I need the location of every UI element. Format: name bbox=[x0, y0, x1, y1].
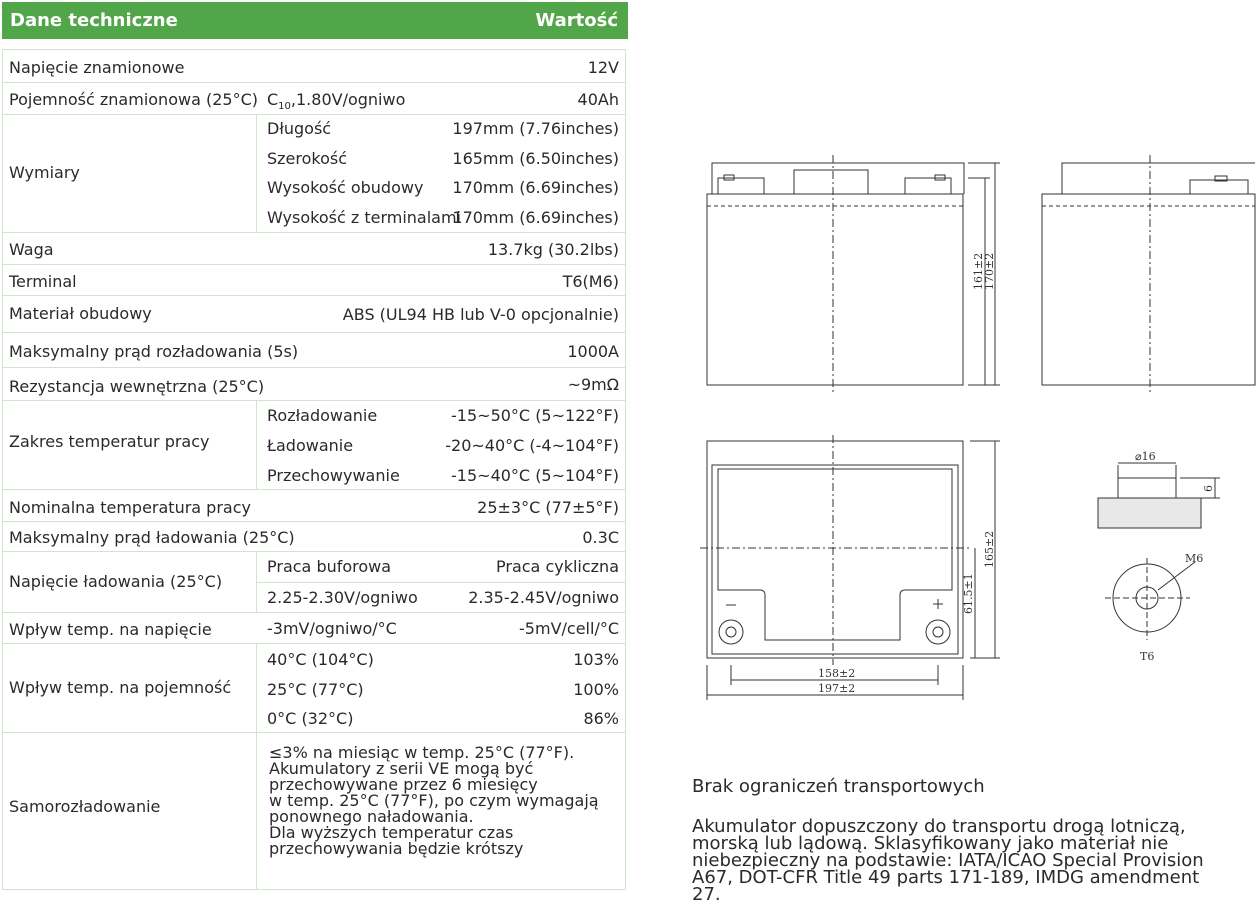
row-label: Wymiary bbox=[9, 163, 80, 182]
dim-label: Wysokość obudowy bbox=[267, 178, 424, 197]
dim-label: 161±2 bbox=[972, 252, 985, 290]
dim-label: 170±2 bbox=[983, 252, 996, 290]
capacity-value: 100% bbox=[573, 680, 619, 699]
dim-label: Długość bbox=[267, 119, 332, 138]
header-col2: Wartość bbox=[535, 10, 618, 31]
row-label: Terminal bbox=[9, 272, 77, 291]
row-value: 25±3°C (77±5°F) bbox=[477, 498, 619, 517]
battery-top-view bbox=[700, 435, 1000, 700]
self-discharge-note: ≤3% na miesiąc w temp. 25°C (77°F). Akumulatory z serii VE mogą być przechowywane przez 6 miesięcy w temp. 25°C (77°F), po czym wymagają ponownego naładowania. Dla wyższych temperatur czas przechowywania będzie krótszy bbox=[269, 743, 599, 858]
row-label: Napięcie ładowania (25°C) bbox=[9, 572, 223, 591]
dim-label: Szerokość bbox=[267, 149, 348, 168]
row-label: Zakres temperatur pracy bbox=[9, 432, 210, 451]
dim-label: M6 bbox=[1185, 552, 1204, 565]
dim-label: ⌀16 bbox=[1135, 450, 1156, 463]
temp-label: Przechowywanie bbox=[267, 466, 400, 485]
dim-label: 158±2 bbox=[818, 667, 856, 680]
row-label: Wpływ temp. na napięcie bbox=[9, 620, 212, 639]
row-value: 1000A bbox=[567, 342, 619, 361]
row-label: Pojemność znamionowa (25°C) bbox=[9, 90, 258, 109]
header-col1: Dane techniczne bbox=[10, 10, 178, 31]
row-label: Napięcie znamionowe bbox=[9, 58, 185, 77]
dim-label: 6 bbox=[1202, 485, 1215, 492]
row-label: Samorozładowanie bbox=[9, 797, 161, 816]
condition-prefix: C bbox=[267, 90, 279, 109]
cyclic-mode-value: 2.35-2.45V/ogniwo bbox=[468, 588, 619, 607]
dim-label: 165±2 bbox=[983, 530, 996, 568]
row-value: 40Ah bbox=[577, 90, 619, 109]
battery-front-view bbox=[707, 155, 1000, 392]
dim-label: 197±2 bbox=[818, 682, 856, 695]
row-value: ABS (UL94 HB lub V-0 opcjonalnie) bbox=[342, 305, 619, 324]
temp-label: Ładowanie bbox=[267, 436, 354, 455]
temp-value: -15~40°C (5~104°F) bbox=[451, 466, 619, 485]
row-value: 12V bbox=[587, 58, 619, 77]
capacity-value: 103% bbox=[573, 650, 619, 669]
capacity-temp: 25°C (77°C) bbox=[267, 680, 364, 699]
dim-label: T6 bbox=[1140, 650, 1155, 663]
row-label: Nominalna temperatura pracy bbox=[9, 498, 251, 517]
dim-value: 165mm (6.50inches) bbox=[452, 149, 619, 168]
transport-title: Brak ograniczeń transportowych bbox=[692, 776, 985, 797]
condition-index: 10 bbox=[278, 101, 291, 113]
dim-value: 197mm (7.76inches) bbox=[452, 119, 619, 138]
dim-label: 61.5±1 bbox=[962, 573, 975, 614]
row-label: Maksymalny prąd rozładowania (5s) bbox=[9, 342, 299, 361]
cyclic-coefficient: -5mV/cell/°C bbox=[519, 619, 619, 638]
dim-value: 170mm (6.69inches) bbox=[452, 178, 619, 197]
temp-label: Rozładowanie bbox=[267, 406, 378, 425]
float-mode-value: 2.25-2.30V/ogniwo bbox=[267, 588, 418, 607]
cyclic-mode-label: Praca cykliczna bbox=[496, 557, 619, 576]
battery-side-view bbox=[1042, 155, 1255, 392]
float-coefficient: -3mV/ogniwo/°C bbox=[267, 619, 397, 638]
float-mode-label: Praca buforowa bbox=[267, 557, 392, 576]
temp-value: -20~40°C (-4~104°F) bbox=[445, 436, 619, 455]
row-label: Rezystancja wewnętrzna (25°C) bbox=[9, 377, 265, 396]
temp-value: -15~50°C (5~122°F) bbox=[451, 406, 619, 425]
capacity-temp: 0°C (32°C) bbox=[267, 709, 354, 728]
condition-suffix: ,1.80V/ogniwo bbox=[290, 90, 406, 109]
row-label: Waga bbox=[9, 240, 54, 259]
transport-body: Akumulator dopuszczony do transportu drogą lotniczą, morską lub lądową. Sklasyfikowany jako materiał nie niebezpieczny na podstawie: IATA/ICAO Special Provision A67, DOT-CFR Title 49 parts 171-189, IMDG amendment 27. bbox=[692, 816, 1204, 905]
row-value: 13.7kg (30.2lbs) bbox=[487, 240, 619, 259]
row-label: Wpływ temp. na pojemność bbox=[9, 678, 232, 697]
dim-value: 170mm (6.69inches) bbox=[452, 208, 619, 227]
row-value: ~9mΩ bbox=[567, 375, 619, 394]
row-label: Materiał obudowy bbox=[9, 304, 152, 323]
capacity-value: 86% bbox=[583, 709, 619, 728]
row-value: T6(M6) bbox=[562, 272, 619, 291]
row-label: Maksymalny prąd ładowania (25°C) bbox=[9, 528, 295, 547]
capacity-temp: 40°C (104°C) bbox=[267, 650, 374, 669]
dim-label: Wysokość z terminalami bbox=[267, 208, 461, 227]
row-value: 0.3C bbox=[582, 528, 619, 547]
